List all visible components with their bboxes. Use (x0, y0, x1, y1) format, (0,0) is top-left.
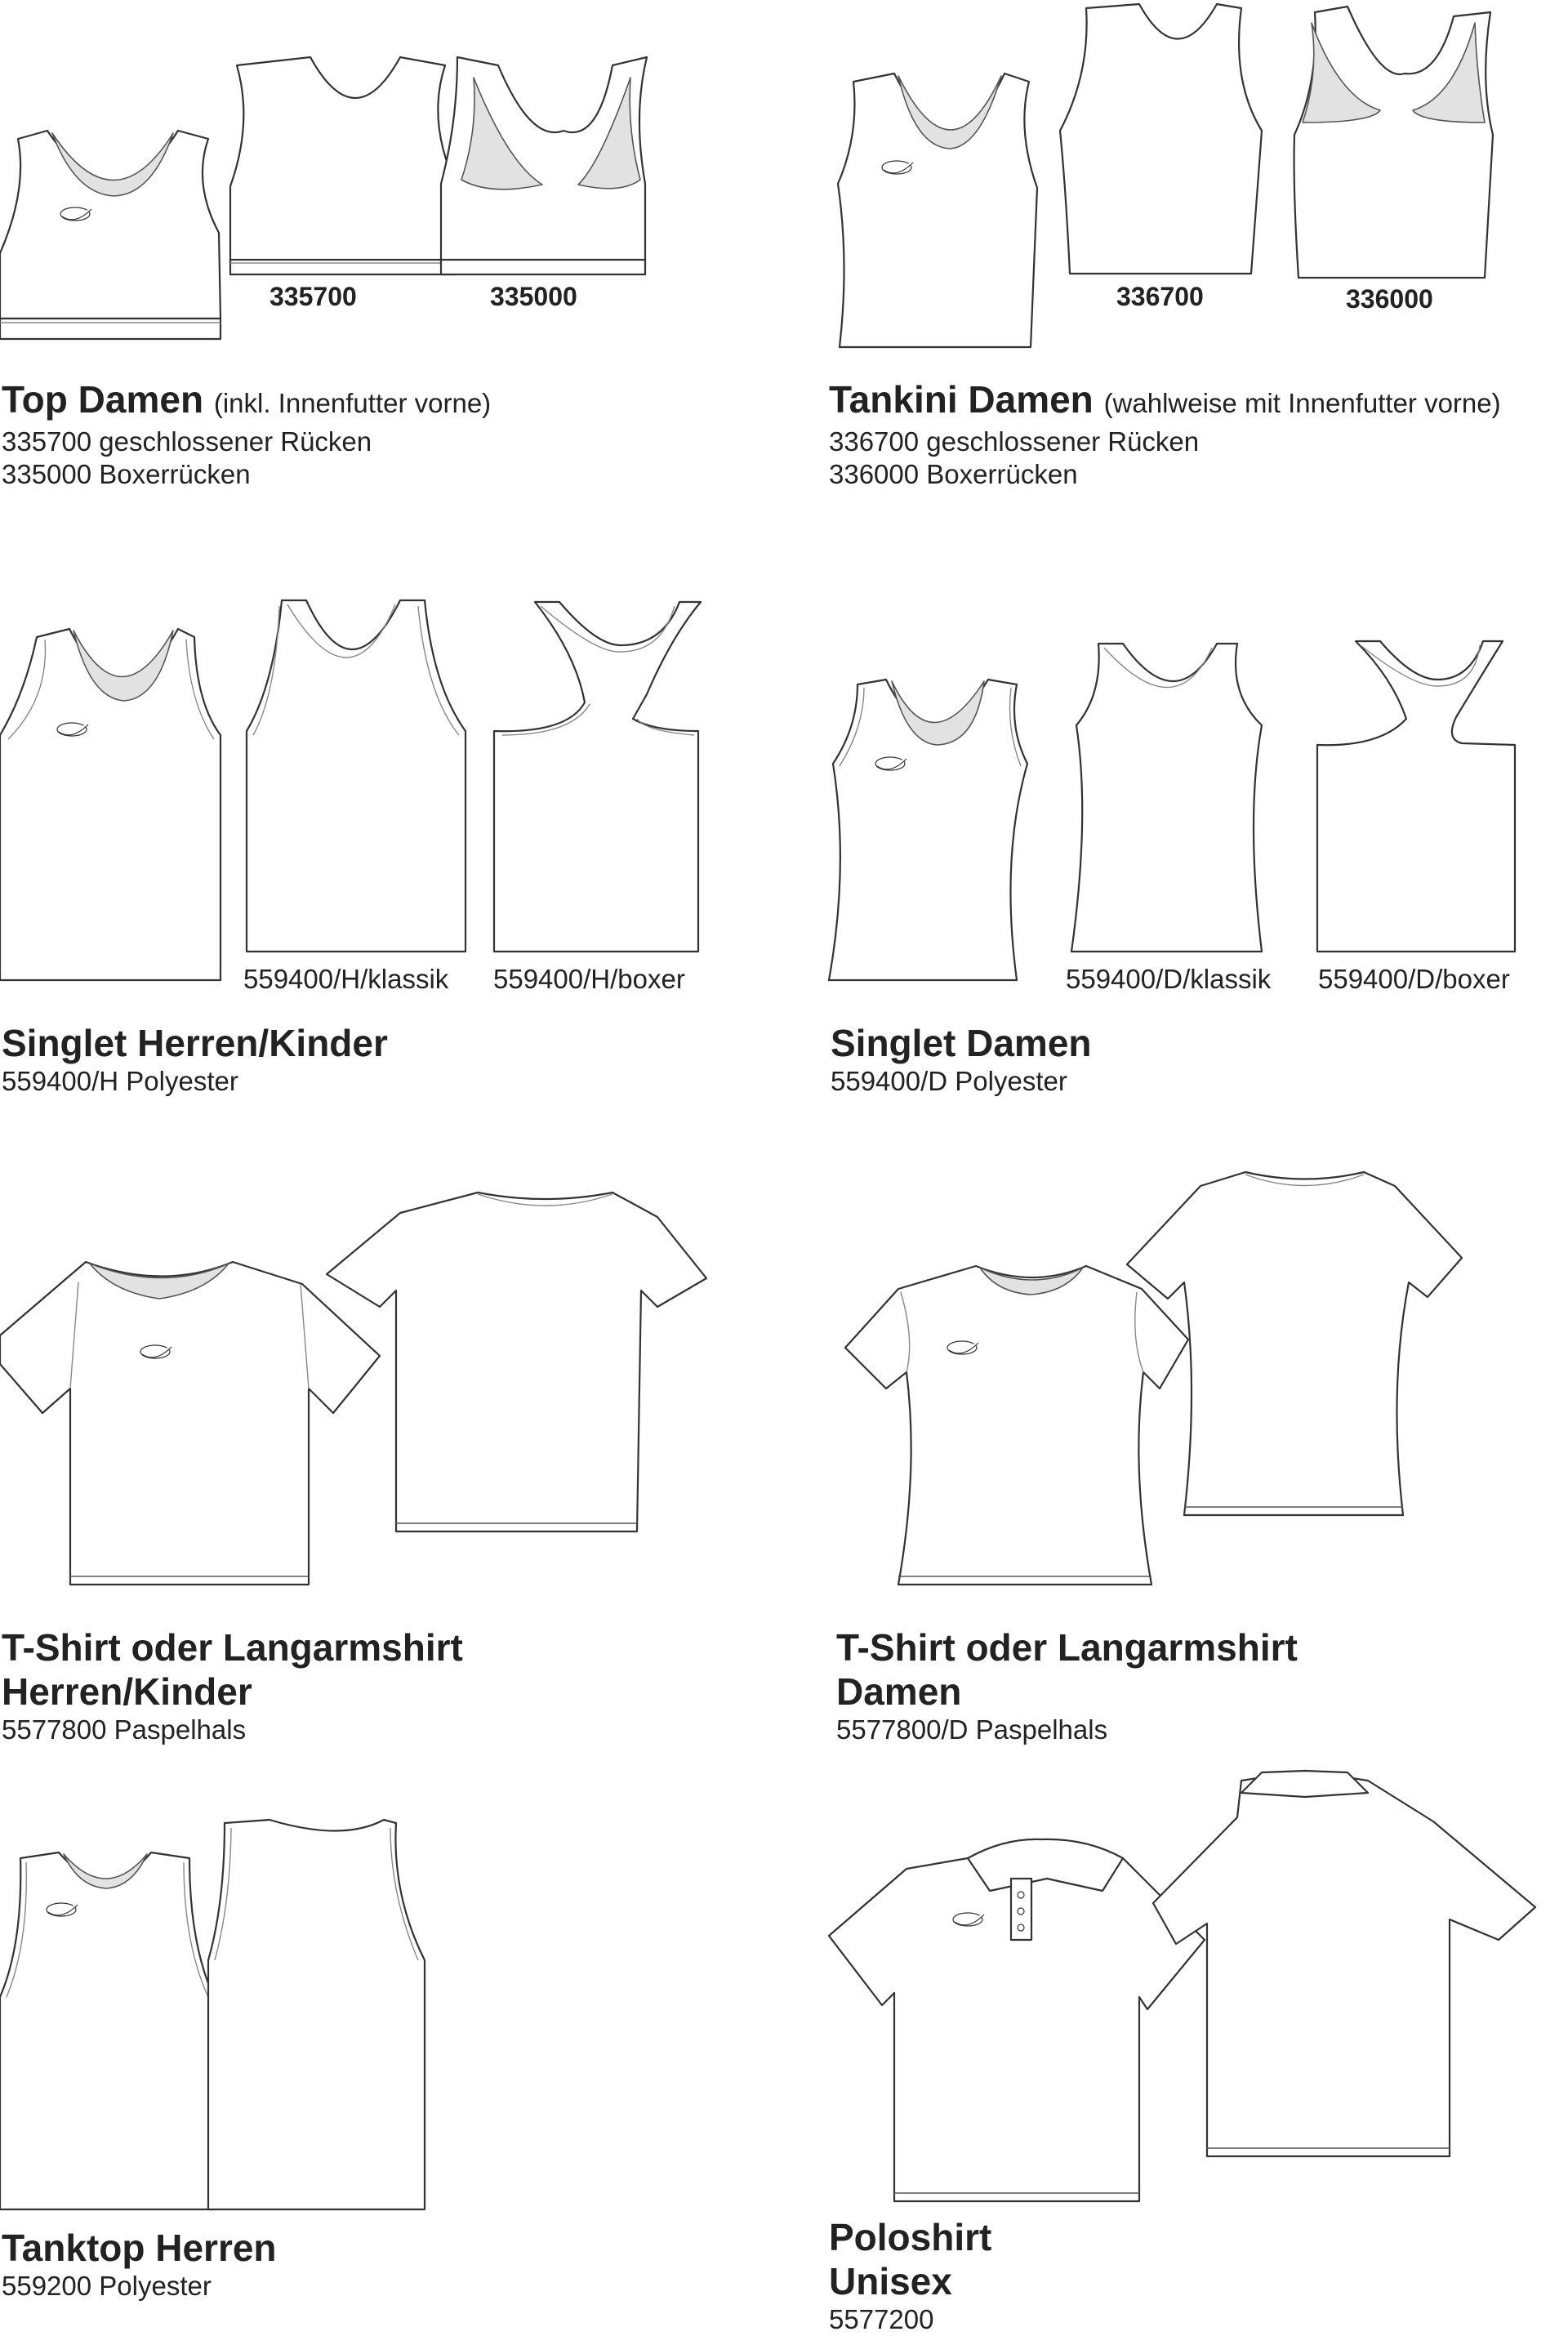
product-line: 559400/D Polyester (831, 1066, 1067, 1096)
product-singlet-herren-kinder (2, 1021, 388, 1098)
tshirt-herren-front-drawing (0, 1262, 380, 1585)
tankini-damen-back-closed-drawing (1060, 4, 1262, 274)
product-line: 5577200 (829, 2304, 934, 2334)
singlet-damen-back-boxer-drawing (1317, 641, 1515, 952)
product-tshirt-damen (836, 1625, 1298, 1746)
product-title: Singlet Herren/Kinder (2, 1022, 388, 1064)
product-title: Tanktop Herren (2, 2227, 277, 2269)
variant-code-559400-d-klassik: 559400/D/klassik (1066, 964, 1272, 994)
product-line: 559200 Polyester (2, 2271, 212, 2301)
variant-code-336700: 336700 (1116, 282, 1204, 311)
product-line: 336000 Boxerrücken (829, 459, 1078, 489)
singlet-herren-front-drawing (0, 629, 220, 980)
product-title-line: Poloshirt (829, 2216, 992, 2258)
product-tshirt-herren-kinder (2, 1625, 463, 1746)
product-line: 335700 geschlossener Rücken (2, 426, 372, 457)
top-damen-back-closed-drawing (230, 57, 457, 274)
variant-code-335000: 335000 (490, 282, 577, 311)
product-line: 559400/H Polyester (2, 1066, 238, 1096)
tanktop-herren-back-drawing (208, 1820, 425, 2209)
tankini-damen-back-boxer-drawing (1294, 7, 1493, 278)
top-damen-front-drawing (0, 131, 220, 339)
product-line: 5577800 Paspelhals (2, 1714, 247, 1745)
product-title-line: Herren/Kinder (2, 1670, 252, 1713)
variant-code-335700: 335700 (270, 282, 357, 311)
singlet-herren-back-boxer-drawing (494, 602, 701, 952)
tshirt-damen-front-drawing (845, 1266, 1188, 1585)
tankini-damen-front-drawing (838, 74, 1037, 347)
product-top-damen (2, 377, 491, 491)
poloshirt-front-drawing (829, 1839, 1205, 2201)
product-title-line: T-Shirt oder Langarmshirt (836, 1626, 1298, 1669)
product-tankini-damen (829, 377, 1501, 491)
product-title-line: Unisex (829, 2260, 952, 2303)
product-line: 336700 geschlossener Rücken (829, 426, 1200, 457)
product-singlet-damen (831, 1021, 1092, 1098)
product-poloshirt-unisex (829, 2215, 991, 2336)
product-title: Tankini Damen (wahlweise mit Innenfutter vorne) (829, 378, 1501, 421)
variant-code-559400-d-boxer: 559400/D/boxer (1318, 964, 1510, 994)
product-title-line: Damen (836, 1670, 962, 1713)
top-damen-back-boxer-drawing (441, 57, 647, 274)
title-note: (wahlweise mit Innenfutter vorne) (1103, 388, 1501, 418)
variant-code-559400-h-klassik: 559400/H/klassik (243, 964, 449, 994)
tanktop-herren-front-drawing (0, 1852, 214, 2209)
product-title-line: T-Shirt oder Langarmshirt (2, 1626, 463, 1669)
tshirt-herren-back-drawing (327, 1193, 706, 1531)
singlet-herren-back-classic-drawing (247, 600, 466, 952)
product-line: 5577800/D Paspelhals (836, 1714, 1108, 1745)
variant-code-559400-h-boxer: 559400/H/boxer (493, 964, 685, 994)
product-title: Top Damen (inkl. Innenfutter vorne) (2, 378, 492, 421)
product-line: 335000 Boxerrücken (2, 459, 251, 489)
singlet-damen-front-drawing (829, 680, 1027, 980)
poloshirt-back-drawing (1153, 1771, 1535, 2156)
singlet-damen-back-classic-drawing (1071, 644, 1262, 952)
product-title: Singlet Damen (831, 1022, 1092, 1064)
product-tanktop-herren (2, 2226, 277, 2303)
title-note: (inkl. Innenfutter vorne) (213, 388, 492, 418)
variant-code-336000: 336000 (1346, 284, 1433, 314)
